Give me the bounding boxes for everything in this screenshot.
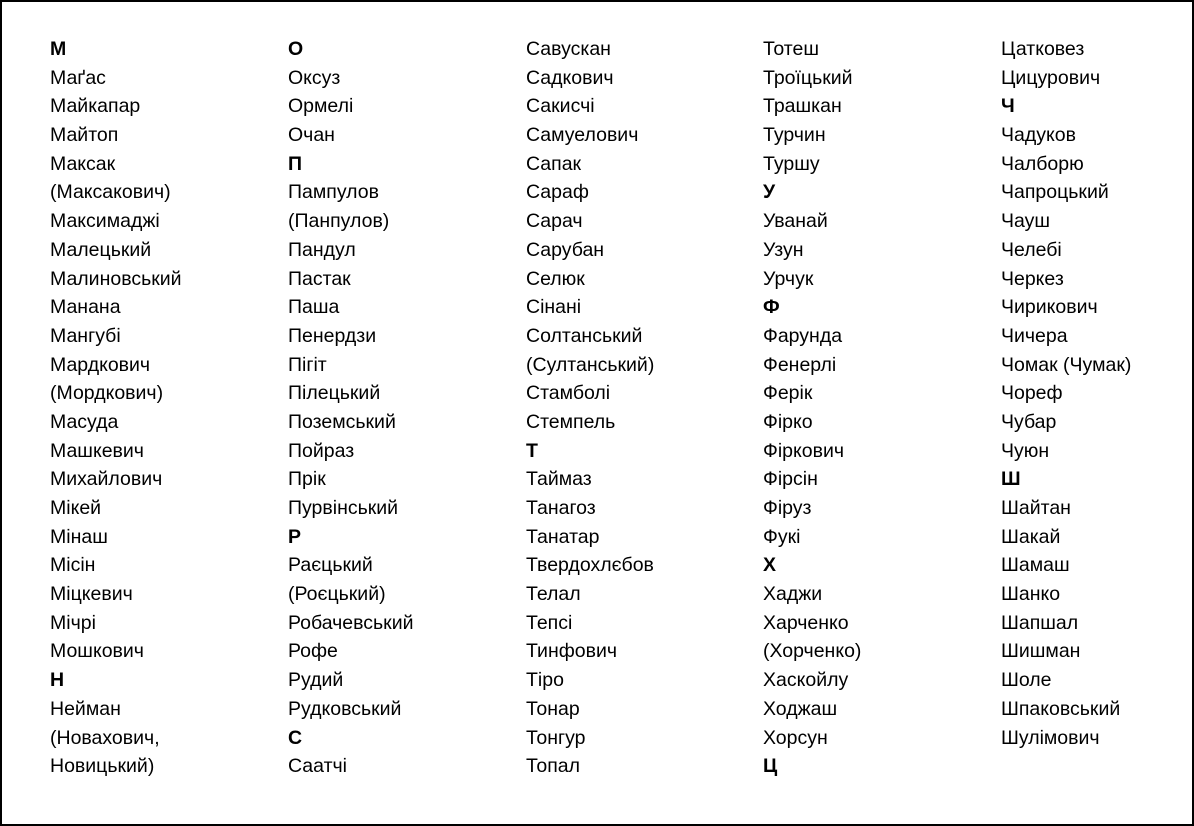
- surname-entry: Топал: [526, 755, 581, 778]
- surname-entry: Туршу: [763, 152, 820, 175]
- surname-entry: Мікей: [50, 497, 102, 519]
- surname-entry: Тонгур: [526, 726, 586, 749]
- surname-entry: Пойраз: [288, 439, 355, 462]
- surname-entry: Фіркович: [763, 439, 845, 462]
- surname-entry: Очан: [288, 124, 335, 147]
- surname-entry: Челебі: [1001, 238, 1062, 261]
- surname-entry: Сакисчі: [526, 95, 595, 118]
- surname-entry: Цицурович: [1001, 66, 1101, 89]
- surname-entry: Манана: [50, 296, 121, 319]
- surname-entry: Селюк: [526, 267, 585, 290]
- surname-column-2: [288, 35, 414, 781]
- surname-entry: Фіруз: [763, 497, 812, 519]
- surname-entry: Пілецький: [288, 382, 381, 405]
- surname-entry: Троїцький: [763, 66, 853, 89]
- surname-entry: (Максакович): [50, 181, 171, 204]
- letter-header: М: [50, 38, 67, 60]
- surname-entry: Таймаз: [526, 468, 592, 491]
- surname-entry: Пампулов: [288, 181, 379, 204]
- letter-header: У: [763, 181, 776, 204]
- surname-entry: Пенердзи: [288, 324, 377, 347]
- surname-entry: Шакай: [1001, 525, 1061, 548]
- surname-entry: Узун: [763, 238, 804, 261]
- surname-entry: Місін: [50, 554, 96, 577]
- surname-entry: Хорсун: [763, 726, 828, 749]
- surname-entry: Шишман: [1001, 640, 1081, 663]
- surname-entry: Стамболі: [526, 382, 611, 405]
- surname-entry: Малецький: [50, 238, 152, 261]
- surname-entry: Танатар: [526, 525, 600, 548]
- surname-entry: Чадуков: [1001, 124, 1076, 147]
- surname-entry: Стемпель: [526, 410, 616, 433]
- surname-column-5: [1001, 35, 1131, 752]
- surname-entry: Рудий: [288, 669, 344, 692]
- surname-entry: Сараф: [526, 181, 589, 204]
- letter-header: Ц: [763, 755, 778, 778]
- surname-entry: Уванай: [763, 210, 828, 233]
- surname-entry: Паша: [288, 296, 340, 319]
- surname-entry: Телал: [526, 583, 581, 606]
- surname-entry: (Султанський): [526, 353, 655, 376]
- surname-entry: Тепсі: [526, 611, 573, 634]
- surname-entry: Малиновський: [50, 267, 182, 290]
- surname-entry: Чичера: [1001, 324, 1068, 347]
- surname-entry: Чореф: [1001, 382, 1063, 405]
- letter-header: О: [288, 38, 304, 60]
- surname-entry: Маґас: [50, 66, 106, 89]
- surname-entry: Майкапар: [50, 95, 141, 118]
- letter-header: Р: [288, 525, 302, 548]
- surname-entry: Рофе: [288, 640, 338, 663]
- surname-entry: Чалборю: [1001, 152, 1084, 175]
- surname-entry: (Панпулов): [288, 210, 390, 233]
- surname-entry: Тіро: [526, 669, 564, 692]
- surname-entry: (Роєцький): [288, 583, 386, 606]
- surname-entry: Твердохлєбов: [526, 554, 654, 577]
- surname-entry: Мардкович: [50, 353, 151, 376]
- surname-entry: Шпаковський: [1001, 697, 1121, 720]
- surname-entry: Хаджи: [763, 583, 823, 606]
- surname-entry: Шулімович: [1001, 726, 1100, 749]
- surname-entry: Трашкан: [763, 95, 842, 118]
- surname-entry: Раєцький: [288, 554, 373, 577]
- surname-entry: Мічрі: [50, 611, 96, 634]
- letter-header: Ш: [1001, 468, 1021, 491]
- surname-entry: Рудковський: [288, 697, 402, 720]
- letter-header: Х: [763, 554, 777, 577]
- surname-entry: Черкез: [1001, 267, 1064, 290]
- surname-entry: Шоле: [1001, 669, 1052, 692]
- surname-entry: Урчук: [763, 267, 814, 290]
- surname-entry: Тинфович: [526, 640, 618, 663]
- surname-entry: Шапшал: [1001, 611, 1079, 634]
- surname-entry: Максак: [50, 152, 116, 175]
- surname-entry: Савускан: [526, 38, 611, 60]
- surname-column-3: [526, 35, 654, 781]
- surname-entry: Шайтан: [1001, 497, 1071, 519]
- surname-entry: Мошкович: [50, 640, 144, 663]
- surname-entry: Пурвінський: [288, 497, 399, 519]
- surname-column-1: [50, 35, 182, 781]
- surname-entry: Сарач: [526, 210, 583, 233]
- surname-entry: Цатковез: [1001, 38, 1085, 60]
- surname-entry: Фенерлі: [763, 353, 837, 376]
- surname-entry: Пастак: [288, 267, 351, 290]
- letter-header: Н: [50, 669, 65, 692]
- surname-entry: Масуда: [50, 410, 119, 433]
- surname-entry: Ходжаш: [763, 697, 838, 720]
- surname-entry: Тонар: [526, 697, 580, 720]
- surname-column-4: [763, 35, 861, 781]
- surname-entry: (Новахович,: [50, 726, 160, 749]
- surname-entry: Чирикович: [1001, 296, 1098, 319]
- surname-entry: Самуелович: [526, 124, 639, 147]
- surname-entry: Пандул: [288, 238, 356, 261]
- letter-header: Ч: [1001, 95, 1015, 118]
- surname-entry: Садкович: [526, 66, 614, 89]
- surname-entry: Фукі: [763, 525, 801, 548]
- surname-entry: Чапроцький: [1001, 181, 1109, 204]
- surname-entry: Майтоп: [50, 124, 119, 147]
- surname-entry: Мангубі: [50, 324, 121, 347]
- surname-entry: Чауш: [1001, 210, 1051, 233]
- surname-entry: Михайлович: [50, 468, 163, 491]
- surname-entry: Саатчі: [288, 755, 347, 778]
- surname-entry: Пігіт: [288, 353, 327, 376]
- surname-entry: (Мордкович): [50, 382, 164, 405]
- surname-entry: Нейман: [50, 697, 121, 720]
- surname-entry: Фірко: [763, 410, 813, 433]
- surname-entry: Мінаш: [50, 525, 108, 548]
- surname-entry: Робачевський: [288, 611, 414, 634]
- surname-entry: Сарубан: [526, 238, 605, 261]
- surname-entry: Ферік: [763, 382, 813, 405]
- surname-entry: Тотеш: [763, 38, 820, 60]
- letter-header: Т: [526, 439, 538, 462]
- surname-entry: Шанко: [1001, 583, 1061, 606]
- letter-header: П: [288, 152, 303, 175]
- surname-entry: Міцкевич: [50, 583, 133, 606]
- surname-entry: Оксуз: [288, 66, 341, 89]
- surname-entry: Харченко: [763, 611, 849, 634]
- surname-entry: Сапак: [526, 152, 582, 175]
- surname-entry: Турчин: [763, 124, 826, 147]
- surname-entry: Чубар: [1001, 410, 1057, 433]
- surname-entry: Солтанський: [526, 324, 643, 347]
- surname-entry: Новицький): [50, 755, 155, 778]
- surname-entry: Танагоз: [526, 497, 596, 519]
- letter-header: С: [288, 726, 303, 749]
- surname-entry: Фірсін: [763, 468, 818, 491]
- surname-entry: Максимаджі: [50, 210, 160, 233]
- surname-entry: Чомак (Чумак): [1001, 353, 1132, 376]
- surname-entry: Поземський: [288, 410, 396, 433]
- surname-entry: Прік: [288, 468, 326, 491]
- surname-entry: Ормелі: [288, 95, 354, 118]
- surname-entry: (Хорченко): [763, 640, 862, 663]
- surname-entry: Чуюн: [1001, 439, 1050, 462]
- surname-entry: Сінані: [526, 296, 582, 319]
- surname-entry: Шамаш: [1001, 554, 1070, 577]
- surname-entry: Фарунда: [763, 324, 843, 347]
- letter-header: Ф: [763, 296, 780, 319]
- surname-entry: Хаскойлу: [763, 669, 849, 692]
- surname-entry: Машкевич: [50, 439, 144, 462]
